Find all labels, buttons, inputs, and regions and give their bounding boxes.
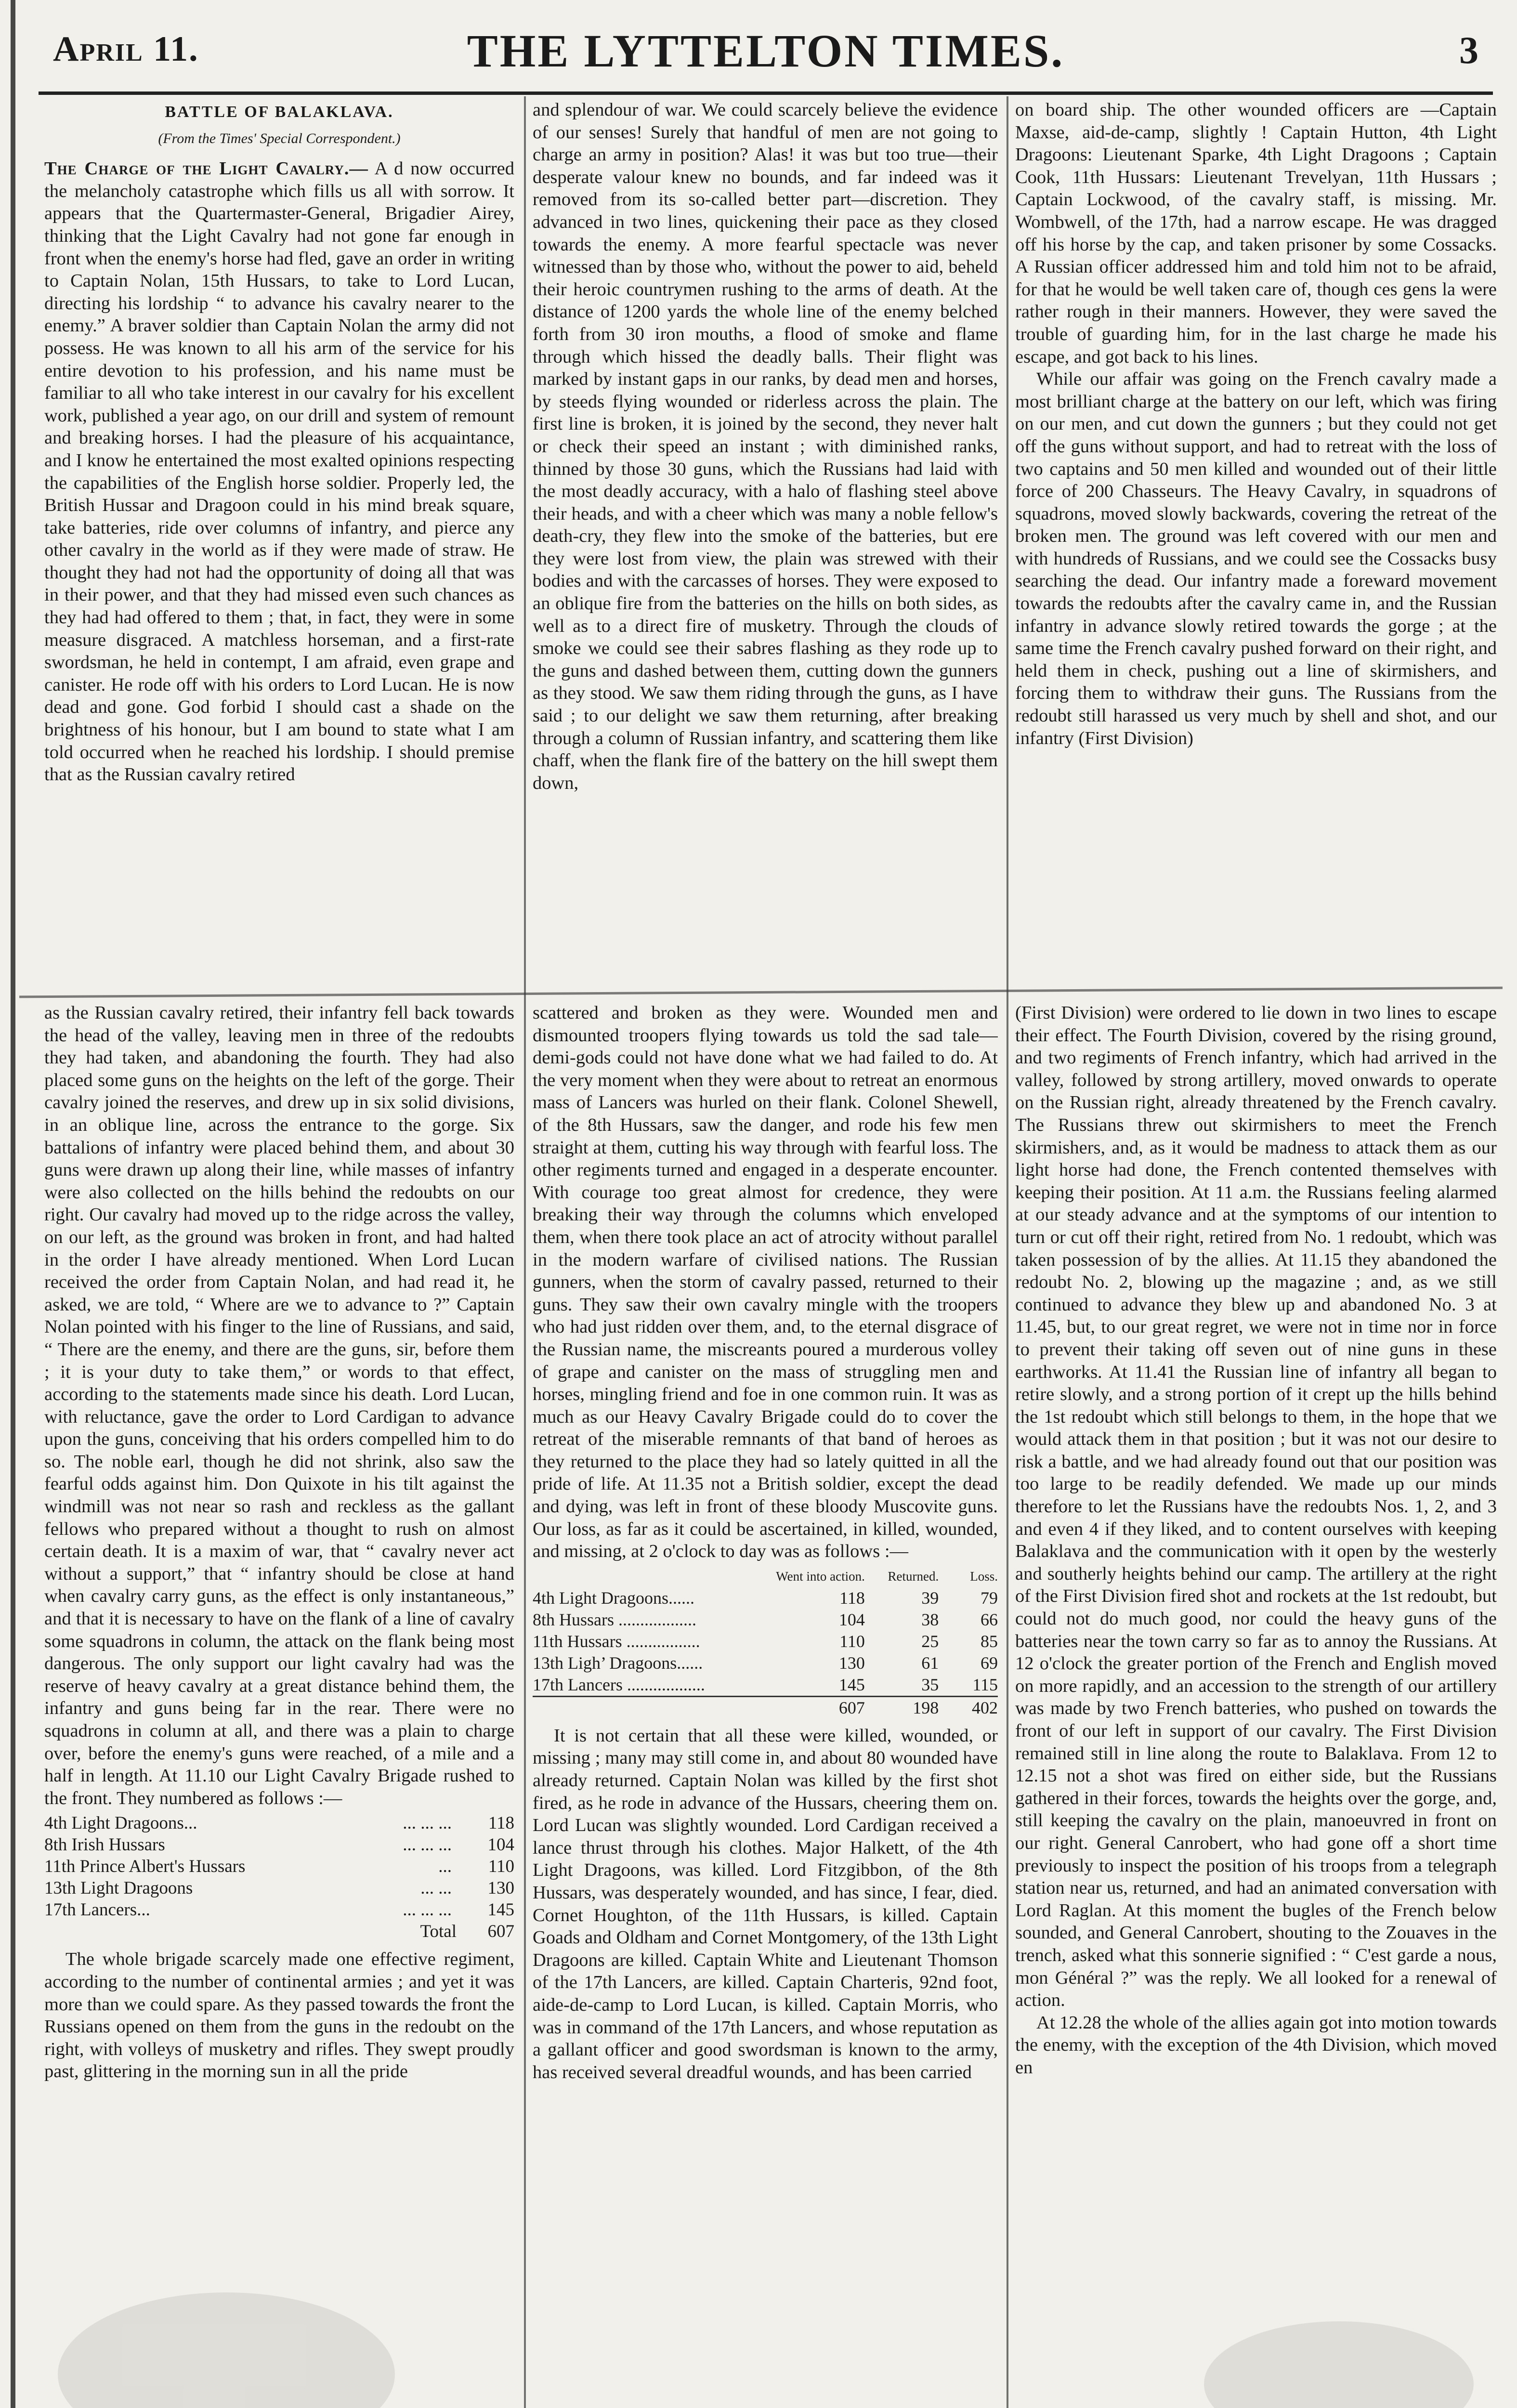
unit-name: 8th Irish Hussars xyxy=(44,1835,165,1855)
loss-row xyxy=(533,1652,998,1674)
masthead xyxy=(53,19,1478,92)
returned-value: 25 xyxy=(921,1631,939,1651)
loss-value: 66 xyxy=(981,1610,998,1629)
returned-value: 38 xyxy=(921,1610,939,1629)
loss-value: 69 xyxy=(981,1653,998,1673)
article-paragraph: At 12.28 the whole of the allies again got into motion towards the enemy, with the exception of the 4th Division, which moved en xyxy=(1015,2012,1497,2078)
total-loss: 402 xyxy=(972,1698,998,1717)
brigade-row xyxy=(44,1899,514,1921)
unit-strength: 130 xyxy=(487,1878,514,1898)
brigade-row xyxy=(44,1812,514,1834)
column-rule-2 xyxy=(1007,96,1008,2408)
went-value: 110 xyxy=(839,1631,865,1651)
brigade-total-row xyxy=(44,1921,514,1942)
article-paragraph: on board ship. The other wounded officers are —Captain Maxse, aid-de-camp, slightly ! Captain Hutton, 4th Light Dragoons: Lieutenant Sparke, 4th Light Dragoons ; Captain Cook, 11th Hussars: Lieutenant Trevelyan, 11th Hussars ; Captain Lockwood, of the cavalry staff, is missing. Mr. Wombwell, of the 17th, had a narrow escape. He was dragged off his horse by the cap, and taken prisoner by some Cossacks. A Russian officer addressed him and told him not to be afraid, for that he would be well taken care of, though ces gens la were rather rough in their manners. However, they were saved the trouble of guarding him, for in the last charge he made his escape, and got back to his lines. xyxy=(1015,100,1497,367)
loss-unit: 8th Hussars .................. xyxy=(533,1610,696,1629)
loss-value: 79 xyxy=(981,1588,998,1608)
article-paragraph: The whole brigade scarcely made one effective regiment, according to the number of continental armies ; and yet it was more than we could spare. As they passed towards the front the Russians opened on them from the guns in the redoubt on the right, with volleys of musketry and rifles. They swept proudly past, glittering in the morning sun in all the pride xyxy=(44,1949,514,2082)
total-label: Total xyxy=(420,1922,457,1942)
column-3-top xyxy=(1015,99,1497,987)
unit-strength: 118 xyxy=(488,1813,514,1833)
loss-table xyxy=(533,1566,998,1719)
article-heading: BATTLE OF BALAKLAVA. xyxy=(165,103,394,121)
loss-value: 85 xyxy=(981,1631,998,1651)
leader-dots: ... ... ... xyxy=(403,1900,452,1920)
column-3-bottom xyxy=(1015,1002,1497,2408)
page-number: 3 xyxy=(1459,29,1478,72)
unit-name: 13th Light Dragoons xyxy=(44,1878,193,1898)
column-2-top xyxy=(533,99,998,987)
loss-unit: 17th Lancers .................. xyxy=(533,1675,705,1694)
leader-dots: ... xyxy=(438,1857,452,1877)
leader-dots: ... ... ... xyxy=(403,1835,452,1855)
column-1-top xyxy=(44,101,514,987)
went-value: 104 xyxy=(838,1610,865,1629)
total-value: 607 xyxy=(487,1922,514,1942)
article-paragraph xyxy=(44,157,514,786)
loss-total-row xyxy=(533,1696,998,1719)
returned-value: 61 xyxy=(921,1653,939,1673)
masthead-title: THE LYTTELTON TIMES. xyxy=(467,25,1065,77)
brigade-row xyxy=(44,1877,514,1899)
loss-table-header xyxy=(533,1566,998,1587)
unit-strength: 145 xyxy=(487,1900,514,1920)
brigade-row xyxy=(44,1834,514,1856)
loss-unit: 13th Ligh’ Dragoons...... xyxy=(533,1653,703,1673)
header-went: Went into action. xyxy=(776,1569,865,1584)
loss-value: 115 xyxy=(972,1675,998,1694)
returned-value: 39 xyxy=(921,1588,939,1608)
loss-row xyxy=(533,1674,998,1697)
loss-unit: 4th Light Dragoons...... xyxy=(533,1588,694,1608)
brigade-strength-table xyxy=(44,1812,514,1942)
loss-row xyxy=(533,1631,998,1652)
article-paragraph: It is not certain that all these were killed, wounded, or missing ; many may still come in, and about 80 wounded have already returned. Captain Nolan was killed by the first shot fired, as he rode in advance of the Hussars, cheering them on. Lord Lucan was slightly wounded. Lord Cardigan received a lance thrust through his clothes. Major Halkett, of the 4th Light Dragoons, was killed. Lord Fitzgibbon, of the 8th Hussars, was desperately wounded, and has since, I fear, died. Cornet Houghton, of the 11th Hussars, is killed. Captain Goads and Oldham and Cornet Montgomery, of the 13th Light Dragoons are killed. Captain White and Lieutenant Thomson of the 17th Lancers, are killed. Captain Charteris, 92nd foot, aide-de-camp to Lord Lucan, is killed. Captain Morris, who was in command of the 17th Lancers, and whose reputation as a gallant officer and good swordsman is known to the army, has received several dreadful wounds, and has been carried xyxy=(533,1725,998,2082)
total-returned: 198 xyxy=(913,1698,939,1717)
article-paragraph: While our affair was going on the French cavalry made a most brilliant charge at the battery on our left, which was firing on our men, and cut down the gunners ; but they could not get off the guns without support, and had to retreat with the loss of two captains and 50 men killed and wounded out of their little force of 200 Chasseurs. The Heavy Cavalry, in squadrons of squadrons, moved slowly backwards, covering the retreat of the broken men. The ground was left covered with our men and with hundreds of Russians, and we could see the Cossacks busy searching the dead. Our infantry made a foreward movement towards the redoubts after the cavalry came in, and the Russian infantry in advance slowly retired towards the gorge ; at the same time the French cavalry pushed forward on their right, and held them in check, pushing out a line of skirmishers, and forcing them to withdraw their guns. The Russians from the redoubt still harassed us very much by shell and shot, and our infantry (First Division) xyxy=(1015,369,1497,748)
loss-unit: 11th Hussars ................. xyxy=(533,1631,700,1651)
leader-dots: ... ... xyxy=(420,1878,452,1898)
article-paragraph: and splendour of war. We could scarcely believe the evidence of our senses! Surely that handful of men are not going to charge an army in position? Alas! it was but too true—their desperate valour knew no bounds, and far indeed was it removed from its so-called better part—discretion. They advanced in two lines, quickening their pace as they closed towards the enemy. A more fearful spectacle was never witnessed than by those who, without the power to aid, beheld their heroic countrymen rushing to the arms of death. At the distance of 1200 yards the whole line of the enemy belched forth from 30 iron mouths, a flood of smoke and flame through which hissed the deadly balls. Their flight was marked by instant gaps in our ranks, by dead men and horses, by steeds flying wounded or riderless across the plain. The first line is broken, it is joined by the second, they never halt or check their speed an instant ; with diminished ranks, thinned by those 30 guns, which the Russians had laid with the most deadly accuracy, with a halo of flashing steel above their heads, and with a cheer which was many a noble fellow's death-cry, they flew into the smoke of the batteries, but ere they were lost from view, the plain was strewed with their bodies and with the carcasses of horses. They were exposed to an oblique fire from the batteries on the hills on both sides, as well as to a direct fire of musketry. Through the clouds of smoke we could see their sabres flashing as they rode up to the guns and dashed between them, cutting down the gunners as they stood. We saw them riding through the guns, as I have said ; to our delight we saw them returning, after breaking through a column of Russian infantry, and scattering them like chaff, when the flank fire of the battery on the hill swept them down, xyxy=(533,100,998,793)
header-returned: Returned. xyxy=(888,1569,939,1584)
returned-value: 35 xyxy=(921,1675,939,1694)
column-1-bottom xyxy=(44,1002,514,2408)
went-value: 130 xyxy=(838,1653,865,1673)
column-rule-1 xyxy=(524,96,526,2408)
brigade-row xyxy=(44,1856,514,1877)
leader-dots: ... ... ... xyxy=(403,1813,452,1833)
header-loss: Loss. xyxy=(970,1569,998,1584)
article-paragraph: (First Division) were ordered to lie down in two lines to escape their effect. The Fourth Division, covered by the rising ground, and two regiments of French infantry, which had arrived in the valley, followed by strong artillery, moved onwards to operate on the Russian right, already threatened by the French cavalry. The Russians threw out skirmishers to meet the French skirmishers, and, as it would be madness to attack them as our light horse had done, the French contented themselves with keeping their position. At 11 a.m. the Russians feeling alarmed at our steady advance and at the symptoms of our intention to turn or cut off their right, retired from No. 1 redoubt, which was taken possession of by the allies. At 11.15 they abandoned the redoubt No. 2, blowing up the magazine ; and, as we still continued to advance they blew up and abandoned No. 3 at 11.45, but, to our great regret, we were not in time nor in force to prevent their taking off seven out of nine guns in these earthworks. At 11.41 the Russian line of infantry all began to retire slowly, and a strong portion of it crept up the hills behind the 1st redoubt which still belongs to them, in the hope that we would attack them in that position ; but it was not our desire to risk a battle, and we had already found out that our position was too large to be readily defended. We made up our minds therefore to let the Russians have the redoubts Nos. 1, 2, and 3 and even 4 if they liked, and to content ourselves with keeping Balaklava and the communication with it open by the westerly and southerly heights behind our camp. The artillery at the right of the First Division fired shot and rockets at the 1st redoubt, but could not do much good, nor could the heavy guns of the batteries near the town carry so far as to annoy the Russians. At 12 o'clock the greater portion of the French and English moved on more rapidly, and an accession to the strength of our artillery was made by two French batteries, who pushed on towards the front of our left in support of our cavalry. The First Division remained still in line along the route to Balaklava. From 12 to 12.15 not a shot was fired on either side, but the Russians gathered in their forces, towards the heights over the gorge, and, still keeping the cavalry on the plain, manoeuvred in front on our right. General Canrobert, who had gone off a short time previously to inspect the position of his troops from a telegraph station near us, returned, and had an animated conversation with Lord Raglan. At this moment the bugles of the French below sounded, and General Canrobert, shouting to the Zouaves in the trench, asked what this sonnerie signified : “ C'est garde a nous, mon Général ?” was the reply. We all looked for a renewal of action. xyxy=(1015,1003,1497,2011)
total-went: 607 xyxy=(838,1698,865,1717)
fold-divider xyxy=(19,987,1503,998)
section-lead: The Charge of the Light Cavalry.— xyxy=(44,158,368,179)
unit-name: 17th Lancers... xyxy=(44,1900,150,1920)
masthead-date: April 11. xyxy=(53,29,199,69)
loss-row xyxy=(533,1609,998,1631)
article-paragraph: scattered and broken as they were. Wounded men and dismounted troopers flying towards us told the sad tale—demi-gods could not have done what we had failed to do. At the very moment when they were about to retreat an enormous mass of Lancers was hurled on their flank. Colonel Shewell, of the 8th Hussars, saw the danger, and rode his few men straight at them, cutting his way through with fearful loss. The other regiments turned and engaged in a desperate encounter. With courage too great almost for credence, they were breaking their way through the columns which enveloped them, when there took place an act of atrocity without parallel in the modern warfare of civilised nations. The Russian gunners, when the storm of cavalry passed, returned to their guns. They saw their own cavalry mingle with the troopers who had just ridden over them, and, to the eternal disgrace of the Russian name, the miscreants poured a murderous volley of grape and canister on the mass of struggling men and horses, mingling friend and foe in one common ruin. It was as much as our Heavy Cavalry Brigade could do to cover the retreat of the miserable remnants of that band of heroes as they returned to the place they had so lately quitted in all the pride of life. At 11.35 not a British soldier, except the dead and dying, was left in front of these bloody Muscovite guns. Our loss, as far as it could be ascertained, in killed, wounded, and missing, at 2 o'clock to day was as follows :— xyxy=(533,1003,998,1562)
masthead-rule xyxy=(39,92,1493,95)
column-2-bottom xyxy=(533,1002,998,2408)
unit-strength: 104 xyxy=(487,1835,514,1855)
loss-row xyxy=(533,1587,998,1609)
paragraph-text: A d now occurred the melancholy catastrophe which fills us all with sorrow. It appears that the Quartermaster-General, Brigadier Airey, thinking that the Light Cavalry had not gone far enough in front when the enemy's horse had fled, gave an order in writing to Captain Nolan, 15th Hussars, to take to Lord Lucan, directing his lordship “ to advance his cavalry nearer to the enemy.” A braver soldier than Captain Nolan the army did not possess. He was known to all his arm of the service for his entire devotion to his profession, and his name must be familiar to all who take interest in our cavalry for his excellent work, published a year ago, on our drill and system of remount and breaking horses. I had the pleasure of his acquaintance, and I know he entertained the most exalted opinions respecting the capabilities of the English horse soldier. Properly led, the British Hussar and Dragoon could in his mind break square, take batteries, ride over columns of infantry, and pierce any other cavalry in the world as if they were made of straw. He thought they had not had the opportunity of doing all that was in their power, and that they had missed even such chances as they had had offered to them ; that, in fact, they were in some measure disgraced. A matchless horseman, and a first-rate swordsman, he held in contempt, I am afraid, even grape and canister. He rode off with his orders to Lord Lucan. He is now dead and gone. God forbid I should cast a shade on the brightness of his honour, but I am bound to state what I am told occurred when he reached his lordship. I should premise that as the Russian cavalry retired xyxy=(44,158,514,785)
article-paragraph: as the Russian cavalry retired, their infantry fell back towards the head of the valley, leaving men in three of the redoubts they had taken, and abandoning the fourth. They had also placed some guns on the heights on the left of the gorge. Their cavalry joined the reserves, and drew up in six solid divisions, in an oblique line, across the entrance to the gorge. Six battalions of infantry were placed behind them, and about 30 guns were drawn up along their line, while masses of infantry were also collected on the hills behind the redoubts on our right. Our cavalry had moved up to the ridge across the valley, on our left, as the ground was broken in front, and had halted in the order I have already mentioned. When Lord Lucan received the order from Captain Nolan, and had read it, he asked, we are told, “ Where are we to advance to ?” Captain Nolan pointed with his finger to the line of Russians, and said, “ There are the enemy, and there are the guns, sir, before them ; it is your duty to take them,” or words to that effect, according to the statements made since his death. Lord Lucan, with reluctance, gave the order to Lord Cardigan to advance upon the guns, conceiving that his orders compelled him to do so. The noble earl, though he did not shrink, also saw the fearful odds against him. Don Quixote in his tilt against the windmill was not near so rash and reckless as the gallant fellows who prepared without a thought to rush on almost certain death. It is a maxim of war, that “ cavalry never act without a support,” that “ infantry should be close at hand when cavalry carry guns, as the effect is only instantaneous,” and that it is necessary to have on the flank of a line of cavalry some squadrons in column, the attack on the flank being most dangerous. The only support our light cavalry had was the reserve of heavy cavalry at a great distance behind them, the infantry and guns being far in the rear. There were no squadrons in column at all, and there was a plain to charge over, before the enemy's guns were reached, of a mile and a half in length. At 11.10 our Light Cavalry Brigade rushed to the front. They numbered as follows :— xyxy=(44,1003,514,1808)
unit-strength: 110 xyxy=(488,1857,514,1877)
unit-name: 4th Light Dragoons... xyxy=(44,1813,197,1833)
went-value: 118 xyxy=(839,1588,865,1608)
went-value: 145 xyxy=(838,1675,865,1694)
page-edge-rule xyxy=(11,0,15,2408)
unit-name: 11th Prince Albert's Hussars xyxy=(44,1857,246,1877)
article-subheading: (From the Times' Special Correspondent.) xyxy=(158,130,401,146)
